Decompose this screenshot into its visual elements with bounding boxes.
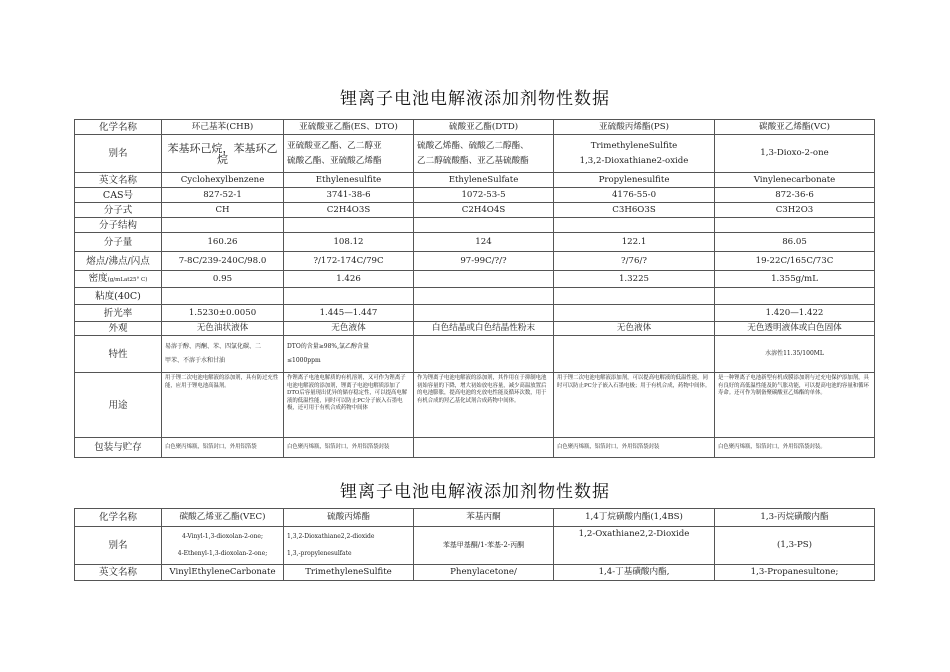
row-label: 分子式 (75, 203, 162, 218)
table-cell: Ethylenesulfite (284, 173, 414, 188)
table-cell: ?/172-174C/79C (284, 252, 414, 271)
header-cell: 碳酸亚乙烯酯(VC) (715, 120, 875, 135)
row-label: CAS号 (75, 188, 162, 203)
table-row-mw (75, 233, 875, 252)
table-cell: (1,3-PS) (715, 527, 875, 565)
table-cell: C2H4O3S (284, 203, 414, 218)
row-label: 特性 (75, 336, 162, 373)
table-cell (715, 218, 875, 233)
table-cell: 97-99C/?/? (414, 252, 554, 271)
table-row-usage (75, 373, 875, 438)
cell-line: ≤1000ppm (287, 357, 321, 364)
table-row-english (75, 565, 875, 581)
table-cell: 无色透明液体或白色固体 (715, 322, 875, 336)
header-cell: 碳酸乙烯亚乙酯(VEC) (162, 509, 284, 527)
table-cell (162, 288, 284, 305)
table-row-structure (75, 218, 875, 233)
page-title-1: 锂离子电池电解液添加剂物性数据 (340, 89, 610, 109)
table-cell (414, 288, 554, 305)
table-cell: Phenylacetone/ (414, 565, 554, 581)
table-row-header (75, 509, 875, 527)
page-title-2: 锂离子电池电解液添加剂物性数据 (340, 482, 610, 502)
table-row-refractive (75, 305, 875, 322)
additive-table-1 (74, 119, 875, 458)
table-cell: 白色聚丙烯瓶，铝箔封口，外用铝箔袋封装 (284, 438, 414, 458)
table-cell (284, 527, 414, 565)
table-row-density (75, 271, 875, 288)
cell-line: 硫酸乙烯酯、硫酸乙二醇酯、 (417, 140, 529, 151)
row-label: 分子结构 (75, 218, 162, 233)
table-cell: 是一种锂离子电池新型有机成膜添加剂与过充电保护添加剂，具有良好的高低温性能及防气胀功能，可以提高电池的容量和循环寿命。还可作为制备聚碳酸亚乙烯酯的单体。 (715, 373, 875, 438)
header-cell: 硫酸丙烯酯 (284, 509, 414, 527)
row-label: 包装与贮存 (75, 438, 162, 458)
table-cell: 160.26 (162, 233, 284, 252)
table-cell: 124 (414, 233, 554, 252)
table-cell: 作锂离子电池电解质的有机溶剂，又可作为锂离子电池电解液的添加剂，锂离子电池电解质添加了DTO后容量现出优异的储存稳定性，可以提高电解液的低温性能，同时可以防止PC分子嵌入石墨电极，还可用于有机合成药物中间体 (284, 373, 414, 438)
row-label: 英文名称 (75, 565, 162, 581)
row-label: 外观 (75, 322, 162, 336)
table-cell (554, 135, 715, 173)
table-cell: 用于锂二次电池电解液添加剂，可以提高电解液的低温性能，同时可以防止PC分子嵌入石墨电极；用于有机合成，药物中间体。 (554, 373, 715, 438)
row-label: 英文名称 (75, 173, 162, 188)
table-cell (284, 288, 414, 305)
table-cell: TrimethyleneSulfite (284, 565, 414, 581)
cell-line: 1,3,-propylenesulfate (287, 549, 352, 557)
header-cell: 亚硫酸丙烯酯(PS) (554, 120, 715, 135)
cell-line: 1,3,2-Dioxathiane2,2-dioxide (287, 533, 375, 540)
table-cell (414, 271, 554, 288)
table-cell: C3H2O3 (715, 203, 875, 218)
table-cell (554, 218, 715, 233)
header-cell: 1,3-丙烷磺酸内酯 (715, 509, 875, 527)
cell-line: 4-Vinyl-1,3-dioxolan-2-one; (182, 533, 263, 540)
table-cell: Vinylenecarbonate (715, 173, 875, 188)
table-cell (414, 336, 554, 373)
table-cell: 19-22C/165C/73C (715, 252, 875, 271)
table-cell (414, 438, 554, 458)
table-cell: 1.3225 (554, 271, 715, 288)
cell-line: 1,3,2-Dioxathiane2-oxide (579, 155, 689, 166)
cell-line: 亚硫酸亚乙酯、乙二醇亚 (287, 140, 382, 151)
table-cell: 无色液体 (284, 322, 414, 336)
table-cell: Propylenesulfite (554, 173, 715, 188)
table-cell: 1.5230±0.0050 (162, 305, 284, 322)
table-cell: 1,3-Propanesultone; (715, 565, 875, 581)
table-cell: CH (162, 203, 284, 218)
header-cell: 环己基苯(CHB) (162, 120, 284, 135)
table-cell (414, 305, 554, 322)
table-cell: 白色聚丙烯瓶，铝箔封口，外用铝箔袋封装 (554, 438, 715, 458)
row-label: 用途 (75, 373, 162, 438)
table-cell (715, 288, 875, 305)
table-cell: 1,3-Dioxo-2-one (715, 135, 875, 173)
table-cell (162, 336, 284, 373)
row-label: 熔点/沸点/闪点 (75, 252, 162, 271)
table-cell: 1,2-Oxathiane2,2-Dioxide (554, 527, 715, 565)
header-cell: 1,4丁烷磺酸内酯(1,4BS) (554, 509, 715, 527)
row-label (75, 271, 162, 288)
table-cell: 827-52-1 (162, 188, 284, 203)
table-cell: 872-36-6 (715, 188, 875, 203)
table-row-viscosity (75, 288, 875, 305)
table-row-alias (75, 527, 875, 565)
row-label: 别名 (75, 527, 162, 565)
table-cell (284, 135, 414, 173)
table-row-packaging (75, 438, 875, 458)
table-cell (554, 336, 715, 373)
unit-text: (g/mLat25° C) (107, 276, 148, 283)
table-cell: 水溶性11.35/100ML (715, 336, 875, 373)
table-row-property (75, 336, 875, 373)
table-cell (284, 336, 414, 373)
header-cell: 苯基丙酮 (414, 509, 554, 527)
table-cell: 1.445—1.447 (284, 305, 414, 322)
additive-table-2 (74, 508, 875, 581)
table-cell: 4176-55-0 (554, 188, 715, 203)
header-cell: 硫酸亚乙酯(DTD) (414, 120, 554, 135)
cell-line: TrimethyleneSulfite (590, 140, 678, 151)
table-cell: 7-8C/239-240C/98.0 (162, 252, 284, 271)
table-cell (414, 218, 554, 233)
cell-line: DTO的含量≥98%,氯乙醇含量 (287, 342, 370, 350)
table-row-english (75, 173, 875, 188)
row-label: 分子量 (75, 233, 162, 252)
table-cell: 白色聚丙烯瓶，铝箔封口，外用铝箔袋封装。 (715, 438, 875, 458)
table-cell: 1.420—1.422 (715, 305, 875, 322)
table-cell: EthyleneSulfate (414, 173, 554, 188)
table-cell: 1.355g/mL (715, 271, 875, 288)
row-label-text: 密度 (88, 272, 108, 284)
table-cell: 108.12 (284, 233, 414, 252)
cell-line: 易溶于醇、丙酮、苯、四氯化碳、二 (165, 342, 262, 350)
table-cell: 苯基环己烷，苯基环乙烷 (162, 135, 284, 173)
table-cell: 86.05 (715, 233, 875, 252)
row-label: 折光率 (75, 305, 162, 322)
table-cell: 3741-38-6 (284, 188, 414, 203)
table-cell: 1.426 (284, 271, 414, 288)
table-row-header (75, 120, 875, 135)
table-cell (162, 218, 284, 233)
cell-line: 乙二醇硫酸酯、亚乙基硫酸酯 (417, 155, 529, 166)
table-cell: 1,4-丁基磺酸内酯, (554, 565, 715, 581)
table-cell: 无色油状液体 (162, 322, 284, 336)
table-cell (162, 527, 284, 565)
table-cell: Cyclohexylbenzene (162, 173, 284, 188)
table-cell: 苯基甲基酮/1-苯基-2-丙酮 (414, 527, 554, 565)
row-label: 粘度(40C) (75, 288, 162, 305)
table-cell (554, 305, 715, 322)
table-cell (554, 288, 715, 305)
table-cell: 用于锂二次电池电解液的添加剂，具有防过充性能，应用于锂电池高温剂。 (162, 373, 284, 438)
table-row-cas (75, 188, 875, 203)
table-row-melting (75, 252, 875, 271)
table-cell: 无色液体 (554, 322, 715, 336)
header-cell: 亚硫酸亚乙酯(ES、DTO) (284, 120, 414, 135)
table-cell: VinylEthyleneCarbonate (162, 565, 284, 581)
table-cell: C2H4O4S (414, 203, 554, 218)
table-cell: 1072-53-5 (414, 188, 554, 203)
cell-line: 甲苯、不溶于水和甘油 (165, 357, 226, 364)
table-cell (284, 218, 414, 233)
table-cell: 122.1 (554, 233, 715, 252)
cell-line: 硫酸乙酯、亚硫酸乙烯酯 (287, 155, 382, 166)
table-cell: 0.95 (162, 271, 284, 288)
table-row-alias (75, 135, 875, 173)
cell-line: 4-Ethenyl-1,3-dioxolan-2-one; (177, 549, 268, 557)
table-cell: C3H6O3S (554, 203, 715, 218)
header-cell: 化学名称 (75, 509, 162, 527)
table-row-formula (75, 203, 875, 218)
row-label: 别名 (75, 135, 162, 173)
table-cell: 白色结晶或白色结晶性粉末 (414, 322, 554, 336)
header-cell: 化学名称 (75, 120, 162, 135)
table-cell (414, 135, 554, 173)
table-cell: 白色聚丙烯瓶，铝箔封口，外用铝箔袋 (162, 438, 284, 458)
table-cell: ?/76/? (554, 252, 715, 271)
table-cell: 作为锂离子电池电解液的添加剂，其作用在于抑制电池初始容量的下降，增大初始放电容量，减少高温放置后的电池膨胀，提高电池的充放电性能及循环次数，用于有机合成的羟乙基化试剂合成药物中间体。 (414, 373, 554, 438)
table-row-appearance (75, 322, 875, 336)
